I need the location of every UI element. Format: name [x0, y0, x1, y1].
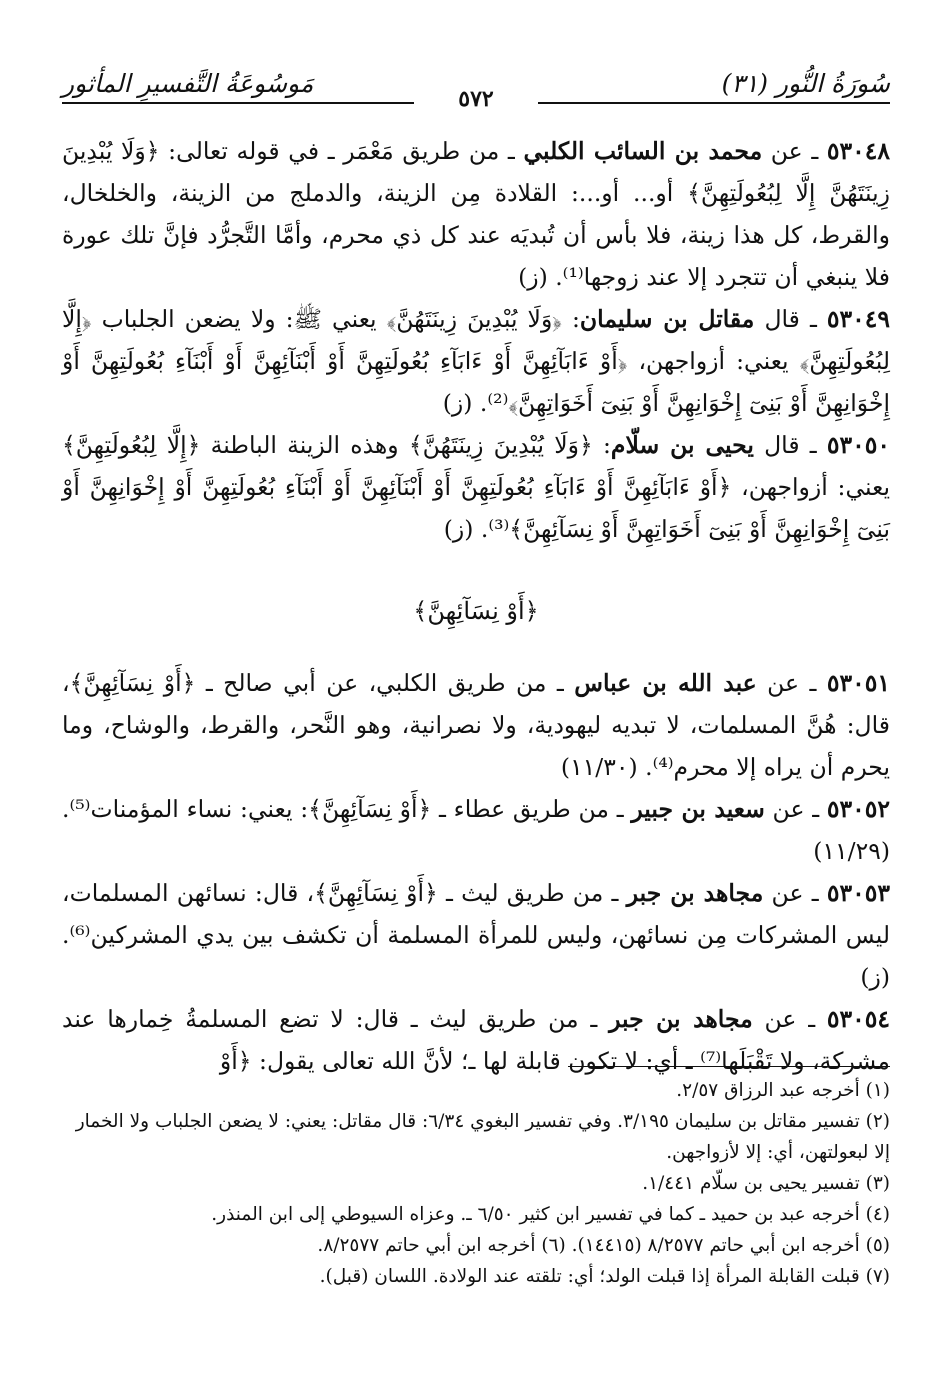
narrator-name: محمد بن السائب الكلبي — [523, 137, 763, 165]
entry-text: ـ من طريق الكلبي، عن أبي صالح ـ ﴿أَوْ نِسَآئِهِنَّ﴾، قال: هُنَّ المسلمات، لا تبديه ليهودية، ولا نصرانية، وهو النَّحر، والقرط، والوشاح، وما يحرم أن يراه إلا محرم⁽⁴⁾. (١١/٣٠) — [62, 669, 890, 781]
entry-prefix: ـ عن — [752, 1005, 827, 1033]
entry-text: ـ من طريق عطاء ـ ﴿أَوْ نِسَآئِهِنَّ﴾: يعني: نساء المؤمنات⁽⁵⁾. (١١/٢٩) — [62, 795, 890, 865]
entry — [62, 662, 890, 788]
page-number: ٥٧٢ — [446, 86, 505, 112]
footnote: (٤) أخرجه عبد بن حميد ـ كما في تفسير ابن كثير ٦/٥٠ ـ. وعزاه السيوطي إلى ابن المنذر. — [211, 1204, 890, 1225]
narrator-name: مجاهد بن جبر — [609, 1005, 753, 1033]
narrator-name: عبد الله بن عباس — [574, 669, 757, 697]
page — [62, 0, 890, 1383]
main-text — [62, 130, 890, 1082]
entry-number: ٥٣٠٤٩ — [826, 305, 891, 333]
entry — [62, 788, 890, 872]
entry-number: ٥٣٠٥١ — [826, 669, 890, 697]
surah-title: سُورَةُ النُّور (٣١) — [721, 69, 890, 98]
narrator-name: يحيى بن سلّام — [610, 431, 754, 459]
footnote: (٣) تفسير يحيى بن سلّام ١/٤٤١. — [642, 1173, 890, 1194]
section-heading: ﴿أَوْ نِسَآئِهِنَّ﴾ — [413, 597, 539, 625]
entry-number: ٥٣٠٥٣ — [826, 879, 890, 907]
entry-number: ٥٣٠٥٤ — [826, 1005, 890, 1033]
footnotes — [62, 1066, 890, 1292]
entry-prefix: ـ قال — [754, 305, 827, 333]
entry-number: ٥٣٠٥٢ — [826, 795, 890, 823]
entry-text: : ﴿وَلَا يُبْدِينَ زِينَتَهُنَّ﴾ وهذه الزينة الباطنة ﴿إِلَّا لِبُعُولَتِهِنَّ﴾ يعني: أزواجهن، ﴿أَوْ ءَابَآئِهِنَّ أَوْ ءَابَآءِ بُعُولَتِهِنَّ أَوْ أَبْنَآئِهِنَّ أَوْ أَبْنَآءِ بُعُولَتِهِنَّ أَوْ إِخْوَانِهِنَّ أَوْ بَنِىٓ إِخْوَانِهِنَّ أَوْ بَنِىٓ أَخَوَاتِهِنَّ أَوْ نِسَآئِهِنَّ﴾⁽³⁾. (ز) — [62, 431, 890, 543]
entry — [62, 298, 890, 424]
footnote: (٥) أخرجه ابن أبي حاتم ٨/٢٥٧٧ (١٤٤١٥). (٦) أخرجه ابن أبي حاتم ٨/٢٥٧٧. — [317, 1235, 890, 1256]
footnote-rule — [568, 1066, 890, 1067]
entry-text: ـ من طريق ليث ـ قال: لا تضع المسلمةُ خِمارها عند مشركة، ولا تَقْبَلَها⁽⁷⁾ ـ أي: لا تكون قابلة لها ـ؛ لأنَّ الله تعالى يقول: ﴿أَوْ — [62, 1005, 890, 1075]
entry-prefix: ـ عن — [764, 795, 827, 823]
entry-text: : ﴿وَلَا يُبْدِينَ زِينَتَهُنَّ﴾ يعني ﷺ: ولا يضعن الجلباب ﴿إِلَّا لِبُعُولَتِهِنَّ﴾ يعني: أزواجهن، ﴿أَوْ ءَابَآئِهِنَّ أَوْ ءَابَآءِ بُعُولَتِهِنَّ أَوْ أَبْنَآئِهِنَّ أَوْ أَبْنَآءِ بُعُولَتِهِنَّ أَوْ إِخْوَانِهِنَّ أَوْ بَنِىٓ إِخْوَانِهِنَّ أَوْ بَنِىٓ أَخَوَاتِهِنَّ﴾⁽²⁾. (ز) — [62, 305, 890, 417]
entry-prefix: ـ عن — [763, 879, 827, 907]
entry — [62, 872, 890, 998]
series-title: مَوسُوعَةُ التَّفسيرِ المأثور — [62, 69, 314, 98]
footnote: (٢) تفسير مقاتل بن سليمان ٣/١٩٥. وفي تفسير البغوي ٦/٣٤: قال مقاتل: يعني: لا يضعن الجلباب ولا الخمار إلا لبعولتهن، أي: إلا لأزواجهن. — [75, 1111, 890, 1163]
footnote: (٧) قبلت القابلة المرأة إذا قبلت الولد؛ أي: تلقته عند الولادة. اللسان (قبل). — [319, 1266, 890, 1287]
entry-prefix: ـ عن — [762, 137, 827, 165]
entry-text: ـ من طريق ليث ـ ﴿أَوْ نِسَآئِهِنَّ﴾، قال: نسائهن المسلمات، ليس المشركات مِن نسائهن، وليس للمرأة المسلمة أن تكشف بين يدي المشركين⁽⁶⁾. (ز) — [62, 879, 890, 991]
entry-text: ـ من طريق مَعْمَر ـ في قوله تعالى: ﴿وَلَا يُبْدِينَ زِينَتَهُنَّ إِلَّا لِبُعُولَتِهِنَّ﴾ أو... أو...: القلادة مِن الزينة، والدملج من الزينة، والخلخال، والقرط، كل هذا زينة، فلا بأس أن تُبديَه عند كل ذي محرم، وأمَّا التَّجرُّد فإنَّ تلك عورة فلا ينبغي أن تتجرد إلا عند زوجها⁽¹⁾. (ز) — [62, 137, 890, 291]
entry-number: ٥٣٠٥٠ — [826, 431, 891, 459]
narrator-name: سعيد بن جبير — [631, 795, 765, 823]
footnote: (١) أخرجه عبد الرزاق ٢/٥٧. — [676, 1080, 890, 1101]
narrator-name: مجاهد بن جبر — [626, 879, 764, 907]
entry — [62, 424, 890, 550]
narrator-name: مقاتل بن سليمان — [579, 305, 755, 333]
entry-prefix: ـ قال — [753, 431, 827, 459]
entry — [62, 130, 890, 298]
entry-number: ٥٣٠٤٨ — [826, 137, 890, 165]
entry-prefix: ـ عن — [756, 669, 827, 697]
